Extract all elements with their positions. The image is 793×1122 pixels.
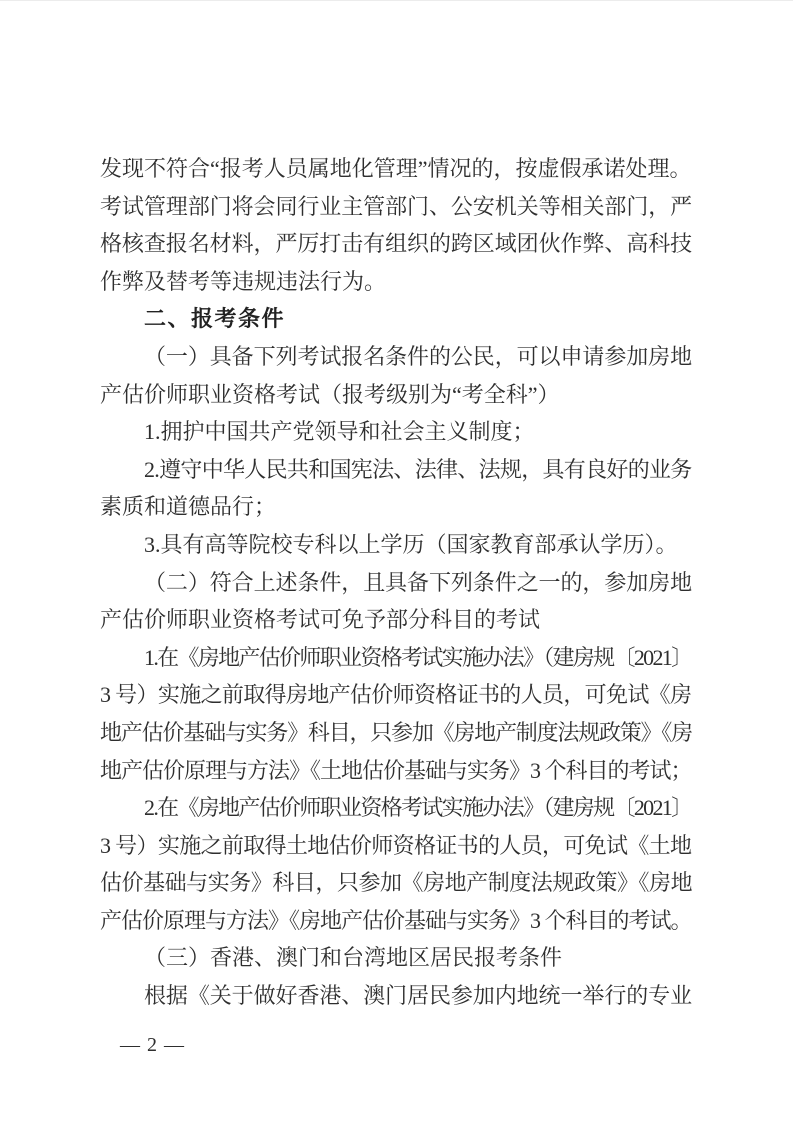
text-line: （一）具备下列考试报名条件的公民，可以申请参加房地 (144, 343, 693, 369)
text-line: 3.具有高等院校专科以上学历（国家教育部承认学历）。 (144, 531, 678, 557)
text-line: 根据《关于做好香港、澳门居民参加内地统一举行的专业 (144, 983, 693, 1009)
text-line: 产估价原理与方法》《房地产估价基础与实务》3 个科目的考试。 (100, 907, 692, 933)
text-line: 素质和道德品行； (100, 494, 277, 520)
text-line: 作弊及替考等违规违法行为。 (100, 268, 387, 294)
text-line: 估价基础与实务》科目，只参加《房地产制度法规政策》《房地 (100, 870, 693, 896)
text-line: （三）香港、澳门和台湾地区居民报考条件 (144, 945, 563, 971)
text-line: 1.在《房地产估价师职业资格考试实施办法》（建房规〔2021〕 (144, 644, 692, 670)
text-line: 地产估价原理与方法》《土地估价基础与实务》3 个科目的考试； (100, 757, 692, 783)
text-line: 产估价师职业资格考试（报考级别为“考全科”） (100, 381, 560, 407)
section-heading: 二、报考条件 (144, 306, 286, 332)
text-line: 地产估价基础与实务》科目，只参加《房地产制度法规政策》《房 (100, 719, 692, 745)
text-line: 考试管理部门将会同行业主管部门、公安机关等相关部门，严 (100, 193, 693, 219)
text-line: 3 号）实施之前取得土地估价师资格证书的人员，可免试《土地 (100, 832, 692, 858)
text-line: （二）符合上述条件，且具备下列条件之一的，参加房地 (144, 569, 693, 595)
text-line: 格核查报名材料，严厉打击有组织的跨区域团伙作弊、高科技 (100, 231, 693, 257)
text-line: 2.遵守中华人民共和国宪法、法律、法规，具有良好的业务 (144, 456, 692, 482)
document-body (100, 150, 692, 1015)
text-line: 2.在《房地产估价师职业资格考试实施办法》（建房规〔2021〕 (144, 795, 692, 821)
page-number: — 2 — (120, 1034, 185, 1056)
text-line: 产估价师职业资格考试可免予部分科目的考试 (100, 607, 541, 633)
text-line: 发现不符合“报考人员属地化管理”情况的，按虚假承诺处理。 (100, 156, 692, 181)
text-line: 3 号）实施之前取得房地产估价师资格证书的人员，可免试《房 (100, 682, 692, 708)
text-line: 1.拥护中国共产党领导和社会主义制度； (144, 419, 535, 445)
